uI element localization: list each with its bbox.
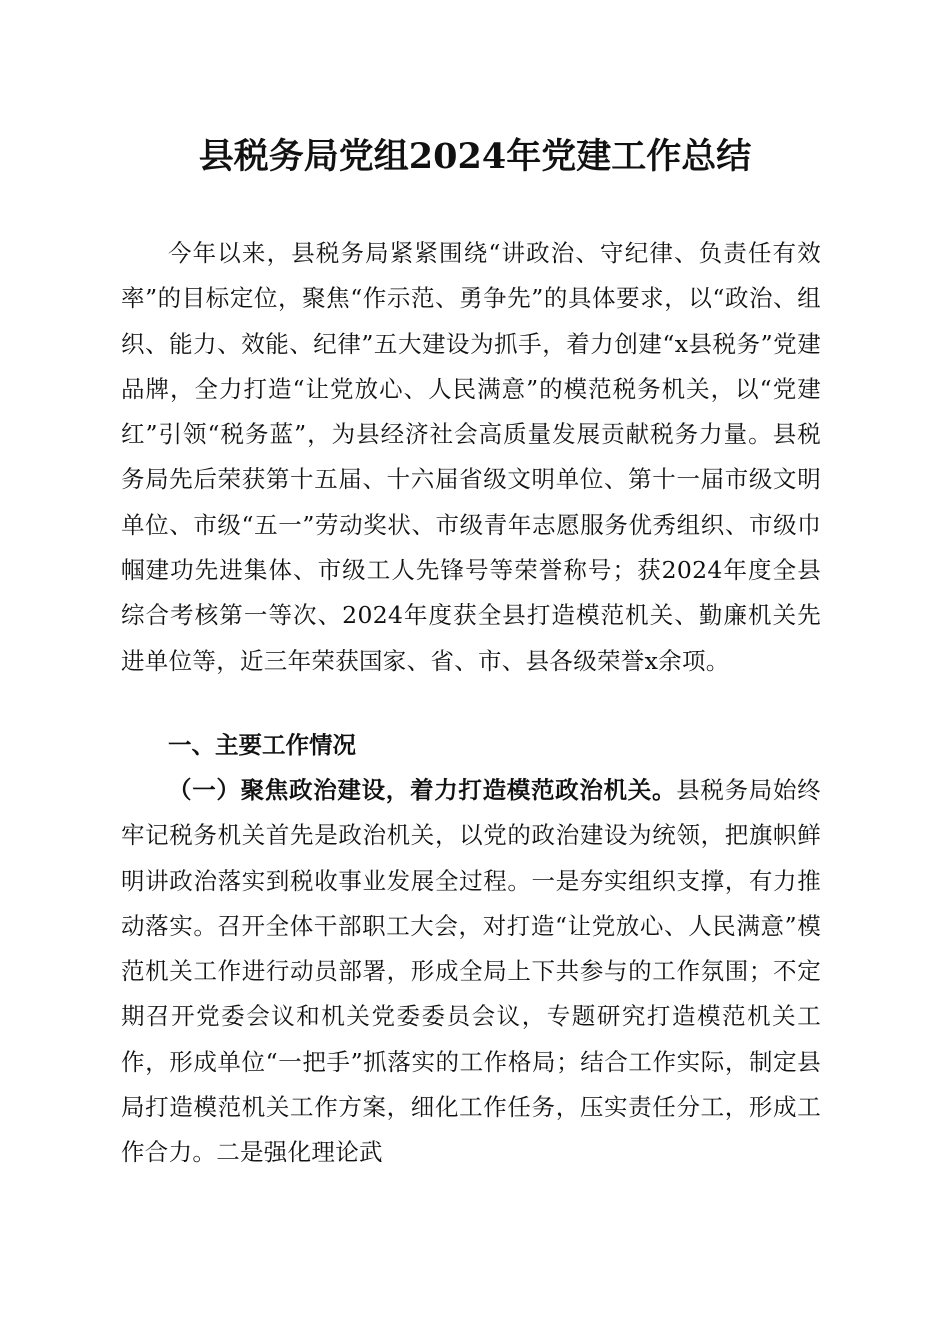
document-title: 县税务局党组2024年党建工作总结 <box>198 136 752 177</box>
subsection-body-political-building: 县税务局始终牢记税务机关首先是政治机关，以党的政治建设为统领，把旗帜鲜明讲政治落实到税收事业发展全过程。一是夯实组织支撑，有力推动落实。召开全体干部职工大会，对打造“让党放心、人民满意”模范机关工作进行动员部署，形成全局上下共参与的工作氛围；不定期召开党委会议和机关党委委员会议，专题研究打造模范机关工作，形成单位“一把手”抓落实的工作格局；结合工作实际，制定县局打造模范机关工作方案，细化工作任务，压实责任分工，形成工作合力。二是强化理论武 <box>121 776 821 1167</box>
intro-paragraph: 今年以来，县税务局紧紧围绕“讲政治、守纪律、负责任有效率”的目标定位，聚焦“作示范、勇争先”的具体要求，以“政治、组织、能力、效能、纪律”五大建设为抓手，着力创建“x县税务”党建品牌，全力打造“让党放心、人民满意”的模范税务机关，以“党建红”引领“税务蓝”，为县经济社会高质量发展贡献税务力量。县税务局先后荣获第十五届、十六届省级文明单位、第十一届市级文明单位、市级“五一”劳动奖状、市级青年志愿服务优秀组织、市级巾帼建功先进集体、市级工人先锋号等荣誉称号；获2024年度全县综合考核第一等次、2024年度获全县打造模范机关、勤廉机关先进单位等，近三年荣获国家、省、市、县各级荣誉x余项。 <box>121 239 821 675</box>
section-heading-main-work: 一、主要工作情况 <box>168 731 356 759</box>
subsection-heading-political-building: （一）聚焦政治建设，着力打造模范政治机关。 <box>168 776 677 804</box>
subsection-paragraph-political-building <box>121 768 821 1176</box>
